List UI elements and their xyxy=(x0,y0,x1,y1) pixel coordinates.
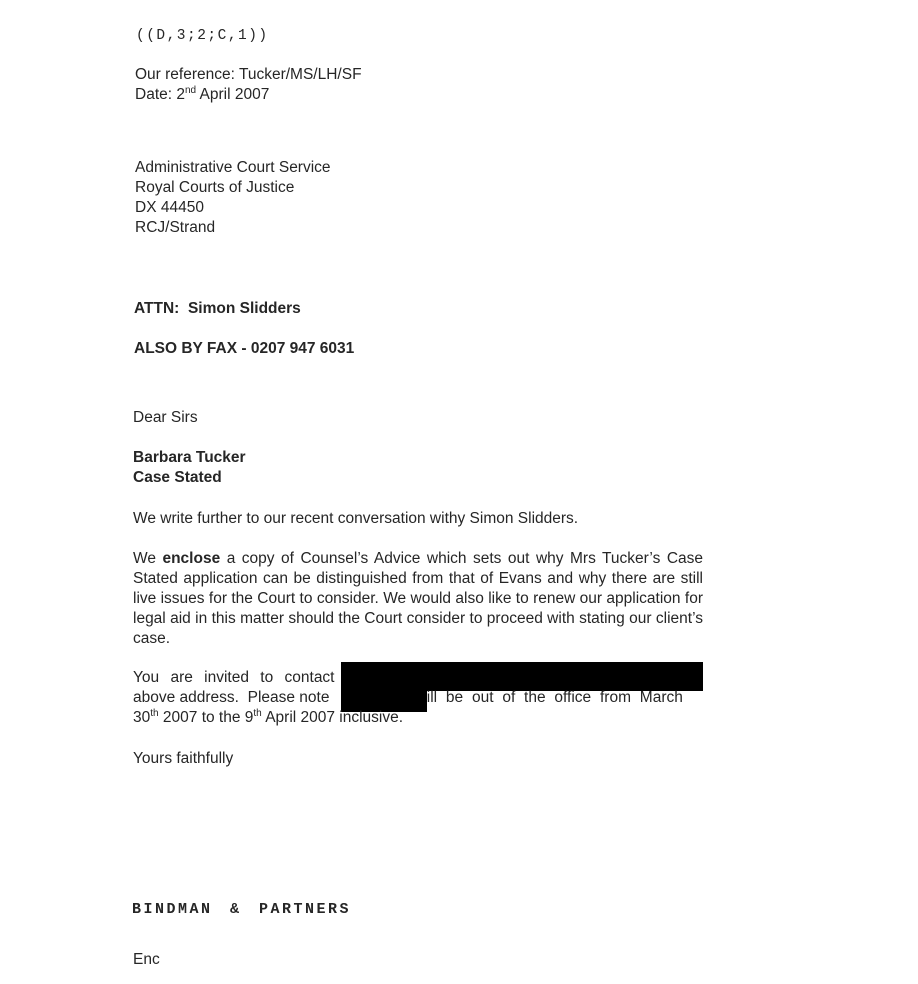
p3l3-part-1: 30 xyxy=(133,709,151,726)
paragraph-3-line-2 xyxy=(133,688,703,708)
p3l3-part-2: 2007 to the 9 xyxy=(158,709,254,726)
address-line-3: DX 44450 xyxy=(135,199,204,216)
fax-line: ALSO BY FAX - 0207 947 6031 xyxy=(134,340,355,357)
date-line xyxy=(135,85,269,105)
paragraph-2-post: a copy of Counsel’s Advice which sets out why Mrs Tucker’s Case Stated application can be distinguished from that of Evans and why there are still live issues for the Court to consider. We would also like to renew our application for legal aid in this matter should the Court consider to proceed with stating our client’s case. xyxy=(133,550,704,647)
paragraph-3-line-1-text: You are invited to contact xyxy=(133,669,335,686)
paragraph-3-line-2-post: ill be out of the office from March xyxy=(426,689,683,706)
enclosure-note: Enc xyxy=(133,951,160,968)
paragraph-3-line-1 xyxy=(133,668,703,688)
subject-name: Barbara Tucker xyxy=(133,449,246,466)
salutation: Dear Sirs xyxy=(133,409,198,426)
our-reference-line: Our reference: Tucker/MS/LH/SF xyxy=(135,66,362,83)
paragraph-3-line-2-pre: above address. Please note xyxy=(133,689,334,706)
paragraph-3 xyxy=(133,668,703,728)
redaction-bar-1 xyxy=(341,662,704,691)
paragraph-1: We write further to our recent conversation withy Simon Slidders. xyxy=(133,510,579,527)
subject-case: Case Stated xyxy=(133,469,222,486)
address-line-1: Administrative Court Service xyxy=(135,159,331,176)
attn-line: ATTN: Simon Slidders xyxy=(134,300,301,317)
recipient-address xyxy=(135,158,331,238)
paragraph-2 xyxy=(133,549,703,649)
signoff: Yours faithfully xyxy=(133,750,234,767)
address-line-2: Royal Courts of Justice xyxy=(135,179,295,196)
date-ordinal: nd xyxy=(184,85,197,96)
paragraph-2-pre: We xyxy=(133,550,163,567)
p3l3-ordinal-2: th xyxy=(253,708,262,719)
subject-block xyxy=(133,448,246,488)
address-line-4: RCJ/Strand xyxy=(135,219,216,236)
date-prefix: Date: 2 xyxy=(135,86,185,103)
p3l3-ordinal-1: th xyxy=(150,708,159,719)
firm-name: BINDMAN & PARTNERS xyxy=(132,901,352,918)
reference-code: ((D,3;2;C,1)) xyxy=(136,28,269,44)
date-rest: April 2007 xyxy=(196,86,270,103)
paragraph-2-bold-word: enclose xyxy=(162,550,221,567)
p3l3-part-3: April 2007 inclusive. xyxy=(261,709,404,726)
